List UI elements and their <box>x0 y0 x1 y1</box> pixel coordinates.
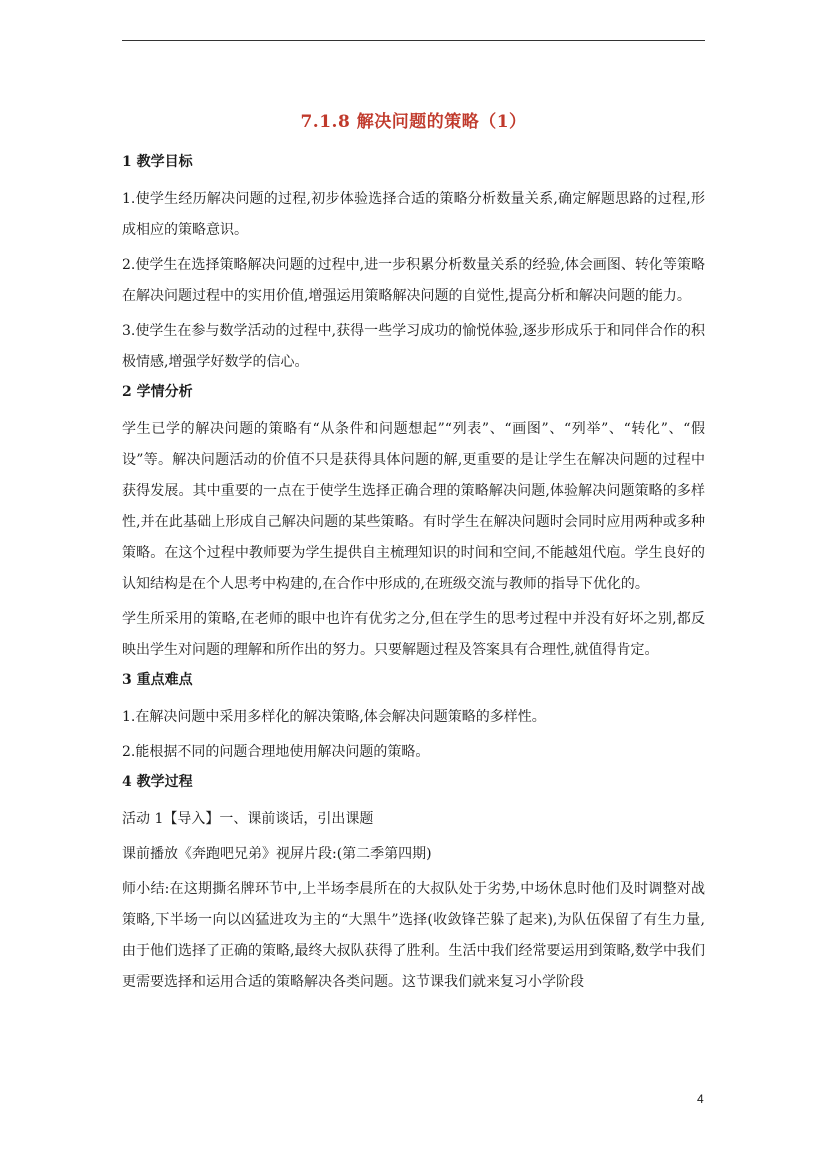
paragraph: 2.能根据不同的问题合理地使用解决问题的策略。 <box>122 744 430 760</box>
paragraph: 课前播放《奔跑吧兄弟》视屏片段:(第二季第四期) <box>122 846 432 862</box>
document-body <box>122 108 705 1002</box>
section-key-points <box>122 670 705 768</box>
section-heading: 4 教学过程 <box>122 774 193 790</box>
paragraph: 学生已学的解决问题的策略有“从条件和问题想起”“列表”、“画图”、“列举”、“转化”、“假设”等。解决问题活动的价值不只是获得具体问题的解,更重要的是让学生在解决问题的过程中获得发展。其中重要的一点在于使学生选择正确合理的策略解决问题,体验解决问题策略的多样性,并在此基础上形成自己解决问题的某些策略。有时学生在解决问题时会同时应用两种或多种策略。在这个过程中教师要为学生提供自主梳理知识的时间和空间,不能越俎代庖。学生良好的认知结构是在个人思考中构建的,在合作中形成的,在班级交流与教师的指导下优化的。 <box>122 421 705 592</box>
page-number: 4 <box>697 1092 704 1106</box>
paragraph: 2.使学生在选择策略解决问题的过程中,进一步积累分析数量关系的经验,体会画图、转化等策略在解决问题过程中的实用价值,增强运用策略解决问题的自觉性,提高分析和解决问题的能力。 <box>122 257 705 304</box>
paragraph: 学生所采用的策略,在老师的眼中也许有优劣之分,但在学生的思考过程中并没有好坏之别,都反映出学生对问题的理解和所作出的努力。只要解题过程及答案具有合理性,就值得肯定。 <box>122 611 705 658</box>
paragraph: 师小结:在这期撕名牌环节中,上半场李晨所在的大叔队处于劣势,中场休息时他们及时调整对战策略,下半场一向以凶猛进攻为主的“大黑牛”选择(收敛锋芒躲了起来),为队伍保留了有生力量,由于他们选择了正确的策略,最终大叔队获得了胜利。生活中我们经常要运用到策略,数学中我们更需要选择和运用合适的策略解决各类问题。这节课我们就来复习小学阶段 <box>122 881 705 990</box>
header-rule <box>122 40 705 41</box>
paragraph: 活动 1【导入】一、课前谈话，引出课题 <box>122 811 374 827</box>
section-objectives <box>122 152 705 378</box>
section-analysis <box>122 382 705 666</box>
paragraph: 1.使学生经历解决问题的过程,初步体验选择合适的策略分析数量关系,确定解题思路的过程,形成相应的策略意识。 <box>122 191 705 238</box>
section-heading: 3 重点难点 <box>122 672 193 688</box>
paragraph: 1.在解决问题中采用多样化的解决策略,体会解决问题策略的多样性。 <box>122 709 546 725</box>
section-heading: 2 学情分析 <box>122 384 193 400</box>
section-heading: 1 教学目标 <box>122 154 193 170</box>
section-process <box>122 772 705 998</box>
paragraph: 3.使学生在参与数学活动的过程中,获得一些学习成功的愉悦体验,逐步形成乐于和同伴合作的积极情感,增强学好数学的信心。 <box>122 323 705 370</box>
document-title: 7.1.8 解决问题的策略（1） <box>300 112 527 132</box>
